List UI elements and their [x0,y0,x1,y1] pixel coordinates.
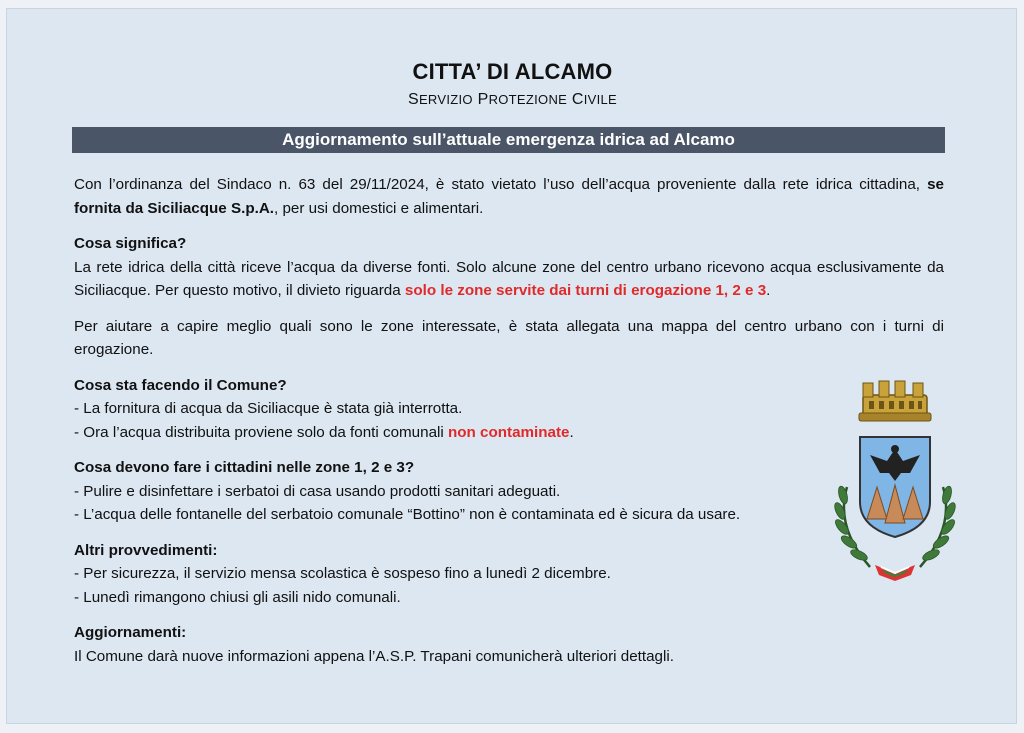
comune-item-1: - La fornitura di acqua da Siciliacque è stata già interrotta. [74,400,463,417]
page-subtitle: SERVIZIO PROTEZIONE CIVILE [407,91,618,108]
comune-heading: Cosa sta facendo il Comune? [74,376,287,394]
aggiornamenti-text: Il Comune darà nuove informazioni appena l’A.S.P. Trapani comunicherà ulteriori dettagli. [74,647,674,665]
aggiornamenti-heading: Aggiornamenti: [74,624,187,641]
cittadini-heading: Cosa devono fare i cittadini nelle zone 1, 2 e 3? [74,459,415,476]
shield-icon [860,437,930,537]
meaning-paragraph: La rete idrica della città riceve l’acqua da diverse fonti. Solo alcune zone del centro urbano ricevono acqua esclusivamente da Siciliacque. Per questo motivo, il divieto riguarda solo le zone servite dai turni di erogazione 1, 2 e 3. [74,258,944,299]
section-banner: Aggiornamento sull’attuale emergenza idrica ad Alcamo [72,127,945,153]
cittadini-item-2: - L’acqua delle fontanelle del serbatoio comunale “Bottino” non è contaminata ed è sicura da usare. [74,506,741,523]
provvedimenti-item-2: - Lunedì rimangono chiusi gli asili nido comunali. [74,588,401,606]
crown-icon [859,381,931,421]
notice-sheet [6,8,1017,724]
cittadini-item-1: - Pulire e disinfettare i serbatoi di casa usando prodotti sanitari adeguati. [74,482,561,500]
page-title: CITTA’ DI ALCAMO [412,59,613,84]
affected-zones-highlight: solo le zone servite dai turni di erogazione 1, 2 e 3 [404,282,767,299]
provvedimenti-item-1: - Per sicurezza, il servizio mensa scolastica è sospeso fino a lunedì 2 dicembre. [74,565,611,582]
comune-item-2: - Ora l’acqua distribuita proviene solo da fonti comunali non contaminate. [74,423,574,441]
supplier-emphasis: se fornita da Siciliacque S.p.A. [74,176,944,217]
map-note-paragraph: Per aiutare a capire meglio quali sono le zone interessate, è stata allegata una mappa del centro urbano con i turni di erogazione. [74,317,944,358]
provvedimenti-heading: Altri provvedimenti: [74,541,218,559]
meaning-heading: Cosa significa? [74,235,187,252]
notice-body [74,173,944,668]
alcamo-coat-of-arms-icon [825,377,965,582]
intro-paragraph: Con l’ordinanza del Sindaco n. 63 del 29/11/2024, è stato vietato l’uso dell’acqua proveniente dalla rete idrica cittadina, se fornita da Siciliacque S.p.A., per usi domestici e alimentari. [74,176,944,217]
not-contaminated-highlight: non contaminate [447,423,570,441]
ribbon-icon [875,565,915,581]
